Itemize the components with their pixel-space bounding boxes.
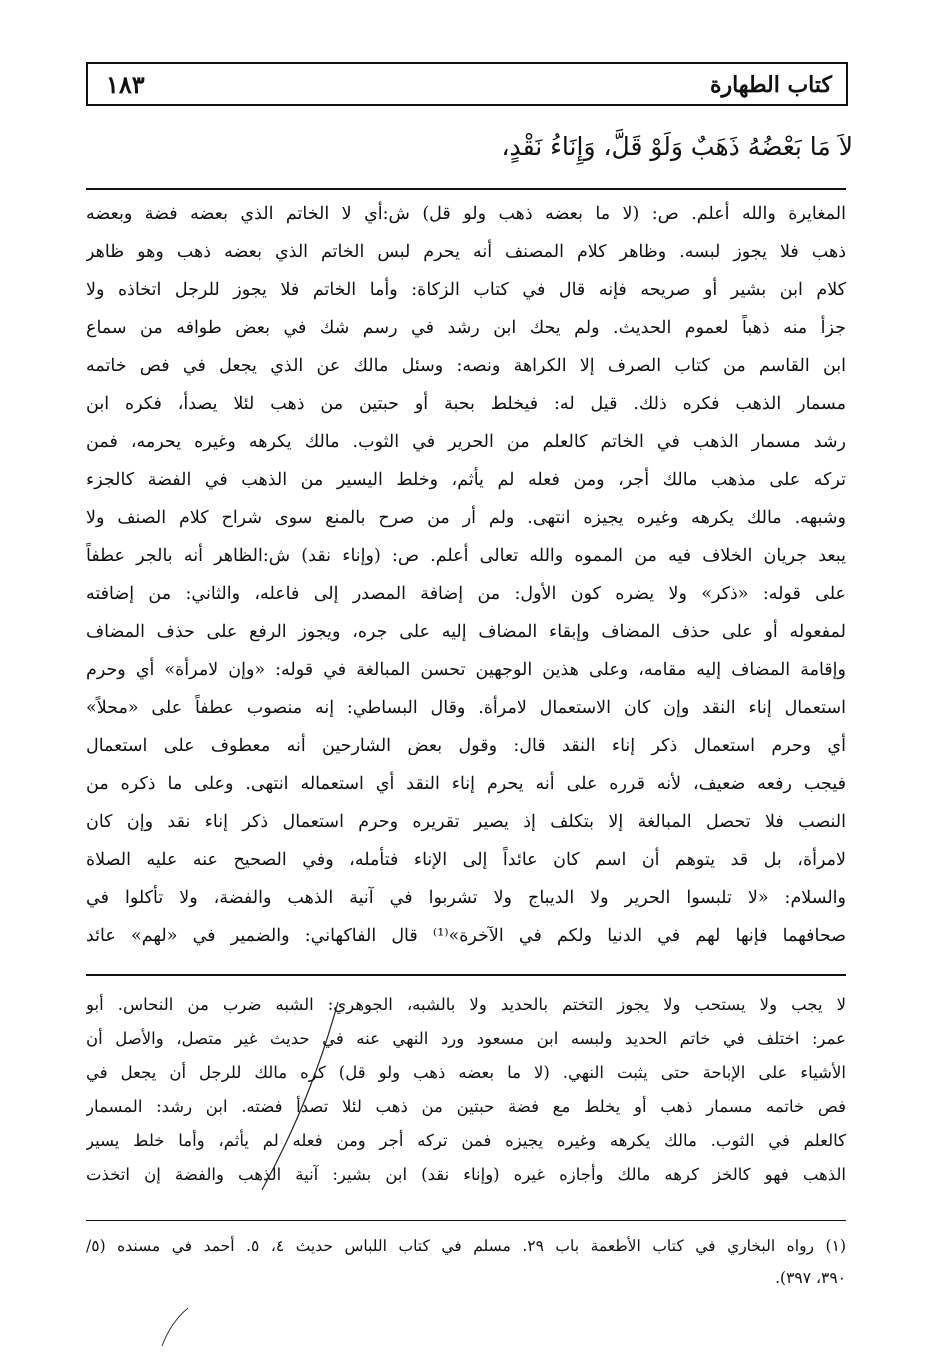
secondary-line: فص خاتمه مسمار ذهب أو يخلط مع فضة حبتين من ذهب لئلا تصدأ فضته. ابن رشد: المسمار bbox=[86, 1097, 846, 1116]
commentary-line: ابن القاسم من كتاب الصرف إلا الكراهة ونصه: وسئل مالك عن الذي يجعل في فص خاتمه bbox=[86, 356, 846, 376]
commentary-line: أي وحرم استعمال ذكر إناء النقد قال: وقول بعض الشارحين أنه معطوف على استعمال bbox=[86, 736, 846, 756]
chapter-title: كتاب الطهارة bbox=[709, 72, 832, 98]
commentary-line: مسمار الذهب فكره ذلك. قيل له: فيخلط بحبة أو حبتين من ذهب لئلا يصدأ، فكره ابن bbox=[86, 394, 846, 414]
commentary-line: وشبهه. مالك يكرهه وغيره يجيزه انتهى. ولم أر من صرح بالمنع سوى شراح كلام الصنف ولا bbox=[86, 508, 846, 528]
secondary-line: عمر: اختلف في خاتم الحديد ولبسه ابن مسعود ورد النهي عنه في حديث غير متصل، والأصل أن bbox=[86, 1029, 846, 1048]
secondary-line: كالعلم في الثوب. مالك يكرهه وغيره يجيزه فمن تركه أجر ومن فعله لم يأثم، وأما خلط يسير bbox=[86, 1131, 846, 1150]
commentary-line: كلام ابن بشير أو صريحه فإنه قال في كتاب الزكاة: وأما الخاتم فلا يجوز للرجل اتخاذه ولا bbox=[86, 280, 846, 300]
secondary-line: لا يجب ولا يستحب ولا يجوز التختم بالحديد ولا بالشبه، الجوهري: الشبه ضرب من النحاس. أبو bbox=[86, 995, 846, 1014]
commentary-line: رشد مسمار الذهب في الخاتم كالعلم من الحرير في الثوب. مالك يكرهه وغيره يحرمه، فمن bbox=[86, 432, 846, 452]
commentary-line: استعمال إناء النقد وإن كان الاستعمال لامرأة. وقال البساطي: إنه منصوب عطفاً على «محلاً» bbox=[86, 698, 846, 718]
commentary-line: النصب فلا تحصل المبالغة إلا بتكلف إذ يصير تقريره وحرم استعمال ذكر إناء نقد وإن كان bbox=[86, 812, 846, 832]
separator-rule-footnote bbox=[86, 1220, 846, 1221]
separator-rule-top bbox=[86, 188, 846, 190]
commentary-line: جزأ منه ذهباً لعموم الحديث. ولم يحك ابن رشد في رسم شك في بعض طوافه من سماع bbox=[86, 318, 846, 338]
separator-rule-middle bbox=[86, 974, 846, 976]
page-number: ١٨٣ bbox=[106, 70, 145, 99]
footnote-line: ٣٩٠، ٣٩٧). bbox=[775, 1269, 846, 1287]
commentary-line: على قوله: «ذكر» ولا يضره كون الأول: من إضافة المصدر إلى فاعله، والثاني: من إضافته bbox=[86, 584, 846, 604]
commentary-line: المغايرة والله أعلم. ص: (لا ما بعضه ذهب ولو قل) ش:أي لا الخاتم الذي بعضه فضة وبعضه bbox=[86, 204, 846, 224]
commentary-line: لمفعوله أو على حذف المضاف وإبقاء المضاف إليه على جره، ويجوز الرفع على حذف المضاف bbox=[86, 622, 846, 642]
commentary-line: يبعد جريان الخلاف فيه من المموه والله تعالى أعلم. ص: (وإناء نقد) ش:الظاهر أنه بالجر عطفاً bbox=[86, 546, 846, 566]
commentary-line: والسلام: «لا تلبسوا الحرير ولا الديباج ولا تشربوا في آنية الذهب والفضة، ولا تأكلوا في bbox=[86, 888, 846, 908]
commentary-line: وإقامة المضاف إليه مقامه، وعلى هذين الوجهين تحسن المبالغة في قوله: «وإن لامرأة» أي وحرم bbox=[86, 660, 846, 680]
matn-text: لاَ مَا بَعْضُهُ ذَهَبٌ وَلَوْ قَلَّ، وَإِنَاءُ نَقْدٍ، bbox=[501, 132, 853, 161]
commentary-line: ذهب فلا يجوز لبسه. وظاهر كلام المصنف أنه يحرم لبس الخاتم الذي بعضه ذهب وهو ظاهر bbox=[86, 242, 846, 262]
commentary-line: تركه على مذهب مالك أجر، ومن فعله لم يأثم، وخلط اليسير من الذهب في الفضة كالجزء bbox=[86, 470, 846, 490]
running-header bbox=[86, 62, 848, 106]
commentary-line: فيجب رفعه ضعيف، لأنه قرره على أنه يحرم إناء النقد أي استعماله انتهى. وعلى ما ذكره من bbox=[86, 774, 846, 794]
footnote-line: (١) رواه البخاري في كتاب الأطعمة باب ٢٩. مسلم في كتاب اللباس حديث ٤، ٥. أحمد في مسنده (٥/ bbox=[86, 1237, 846, 1255]
secondary-line: الذهب فهو كالخز كرهه مالك وأجازه غيره (وإناء نقد) ابن بشير: آنية الذهب والفضة إن اتخذت bbox=[86, 1165, 846, 1184]
commentary-line: صحافهما فإنها لهم في الدنيا ولكم في الآخرة»⁽¹⁾ قال الفاكهاني: والضمير في «لهم» عائد bbox=[86, 926, 846, 946]
secondary-line: الأشياء على الإباحة حتى يثبت النهي. (لا ما بعضه ذهب ولو قل) كره مالك للرجل أن يجعل في bbox=[86, 1063, 846, 1082]
commentary-line: لامرأة، بل قد يتوهم أن اسم كان عائداً إلى الإناء فتأمله، وفي الصحيح عنه عليه الصلاة bbox=[86, 850, 846, 870]
